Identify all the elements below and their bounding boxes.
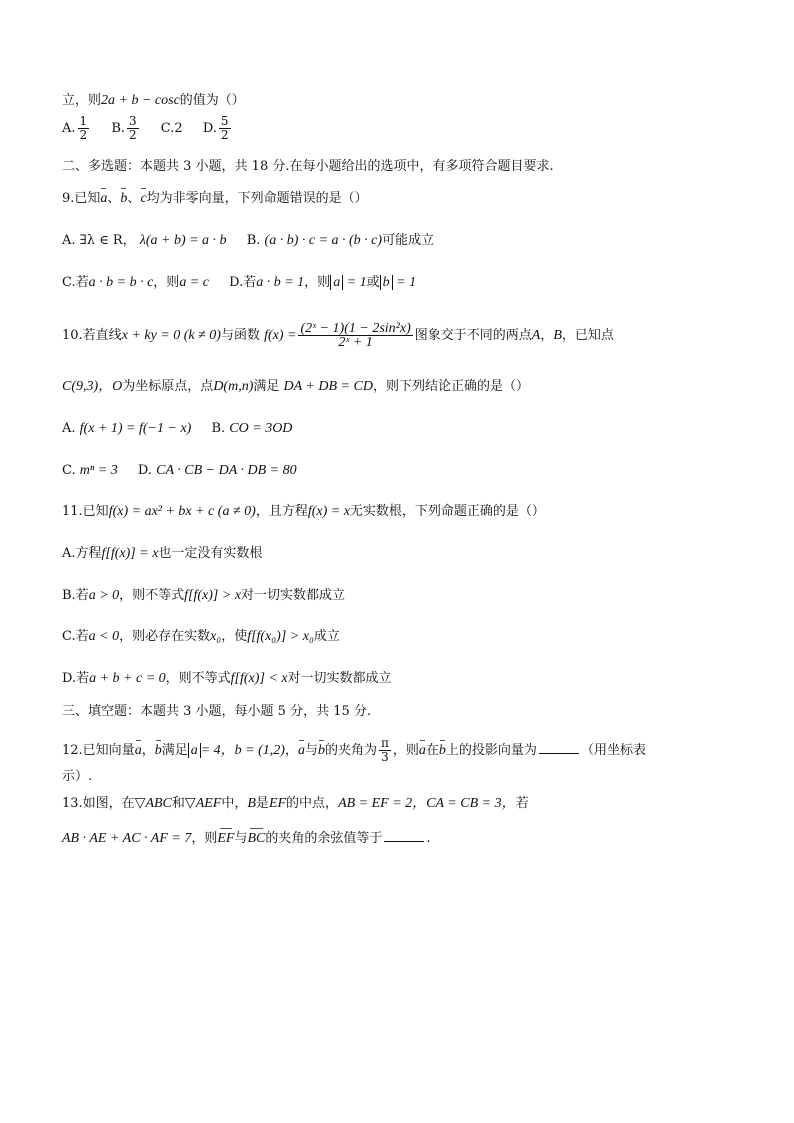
q13-stem: 13.如图，在▽ABC和▽AEF中，B是EF的中点，AB = EF = 2，CA = CB = 3，若 [62, 796, 529, 811]
q10-options-cd [62, 462, 313, 480]
q12-angle-fraction: $\frac{\pi}{3}$ [381, 736, 389, 764]
q11-option-c: C.若a < 0，则必存在实数x₀，使f[f(x₀)] > x₀成立 [62, 629, 340, 644]
q9-option-c: C.若a · b = b · c，则a = c [62, 275, 209, 290]
q8-option-b: B. $\frac{3}{2}$ [111, 114, 137, 142]
section-2-title: 二、多选题：本题共 3 小题，共 18 分.在每小题给出的选项中，有多项符合题目要求. [62, 159, 554, 174]
q10-option-b: B. CO = 3OD [211, 421, 293, 436]
q10-option-c: C. mⁿ = 3 [62, 463, 118, 478]
q9-options-ab [62, 232, 450, 250]
q11-option-a: A.方程f[f(x)] = x也一定没有实数根 [62, 546, 263, 561]
q9-option-a: A. ∃λ ∈ R， λ(a + b) = a · b [62, 233, 227, 248]
q9-stem: 9.已知a、b、c均为非零向量，下列命题错误的是（） [62, 191, 368, 206]
q10-option-d: D. CA · CB − DA · DB = 80 [137, 463, 297, 478]
q10-options-ab [62, 420, 308, 438]
q10-stem-line2: C(9,3)，O为坐标原点，点D(m,n)满足 DA + DB = CD，则下列结论正确的是（） [62, 379, 529, 394]
q13-stem-line2: AB · AE + AC · AF = 7，则EF与BC的夹角的余弦值等于 . [62, 831, 431, 846]
q9-option-b: B. (a · b) · c = a · (b · c)可能成立 [246, 233, 435, 248]
q8-expr: 2a + b − cosc [101, 93, 180, 108]
q8-options [62, 115, 249, 142]
q9-options-cd [62, 274, 432, 292]
q10-stem: 10.若直线x + ky = 0 (k ≠ 0)与函数 f(x) = $\frac{\text{(2ˣ − 1)(1 − 2sin²x)}}{\text{2ˣ + 1}}$ 图象交于不同的两点A，B，已知点 [62, 321, 614, 350]
q12-stem-line2: 示）. [62, 769, 93, 784]
q11-option-d: D.若a + b + c = 0，则不等式f[f(x)] < x对一切实数都成立 [62, 671, 392, 686]
q8-option-a: A. $\frac{1}{2}$ [62, 114, 88, 142]
q11-option-b: B.若a > 0，则不等式f[f(x)] > x对一切实数都成立 [62, 588, 346, 603]
q9-option-d: D.若a · b = 1，则 a = 1或 b = 1 [229, 275, 417, 290]
q8-text: 立，则 [62, 93, 102, 108]
q8-option-d: D. $\frac{5}{2}$ [202, 114, 229, 142]
q8-text-post: 的值为（） [179, 93, 245, 108]
q8-tail-line [62, 92, 245, 110]
q11-stem: 11.已知f(x) = ax² + bx + c (a ≠ 0)，且方程f(x) = x无实数根，下列命题正确的是（） [62, 504, 545, 519]
q8-option-c: C.2 [160, 121, 183, 136]
q12-answer-blank [539, 741, 579, 754]
q13-answer-blank [384, 829, 424, 842]
q10-option-a: A. f(x + 1) = f(−1 − x) [62, 421, 192, 436]
section-3-title: 三、填空题：本题共 3 小题，每小题 5 分，共 15 分. [62, 704, 372, 719]
q10-fraction: $\frac{\text{(2ˣ − 1)(1 − 2sin²x)}}{\text{2ˣ + 1}}$ [300, 321, 411, 350]
q12-stem: 12.已知向量a，b满足 a = 4，b = (1,2)，a与b的夹角为 $\frac{\pi}{3}$ ，则a在b上的投影向量为 （用坐标表 [62, 736, 646, 764]
